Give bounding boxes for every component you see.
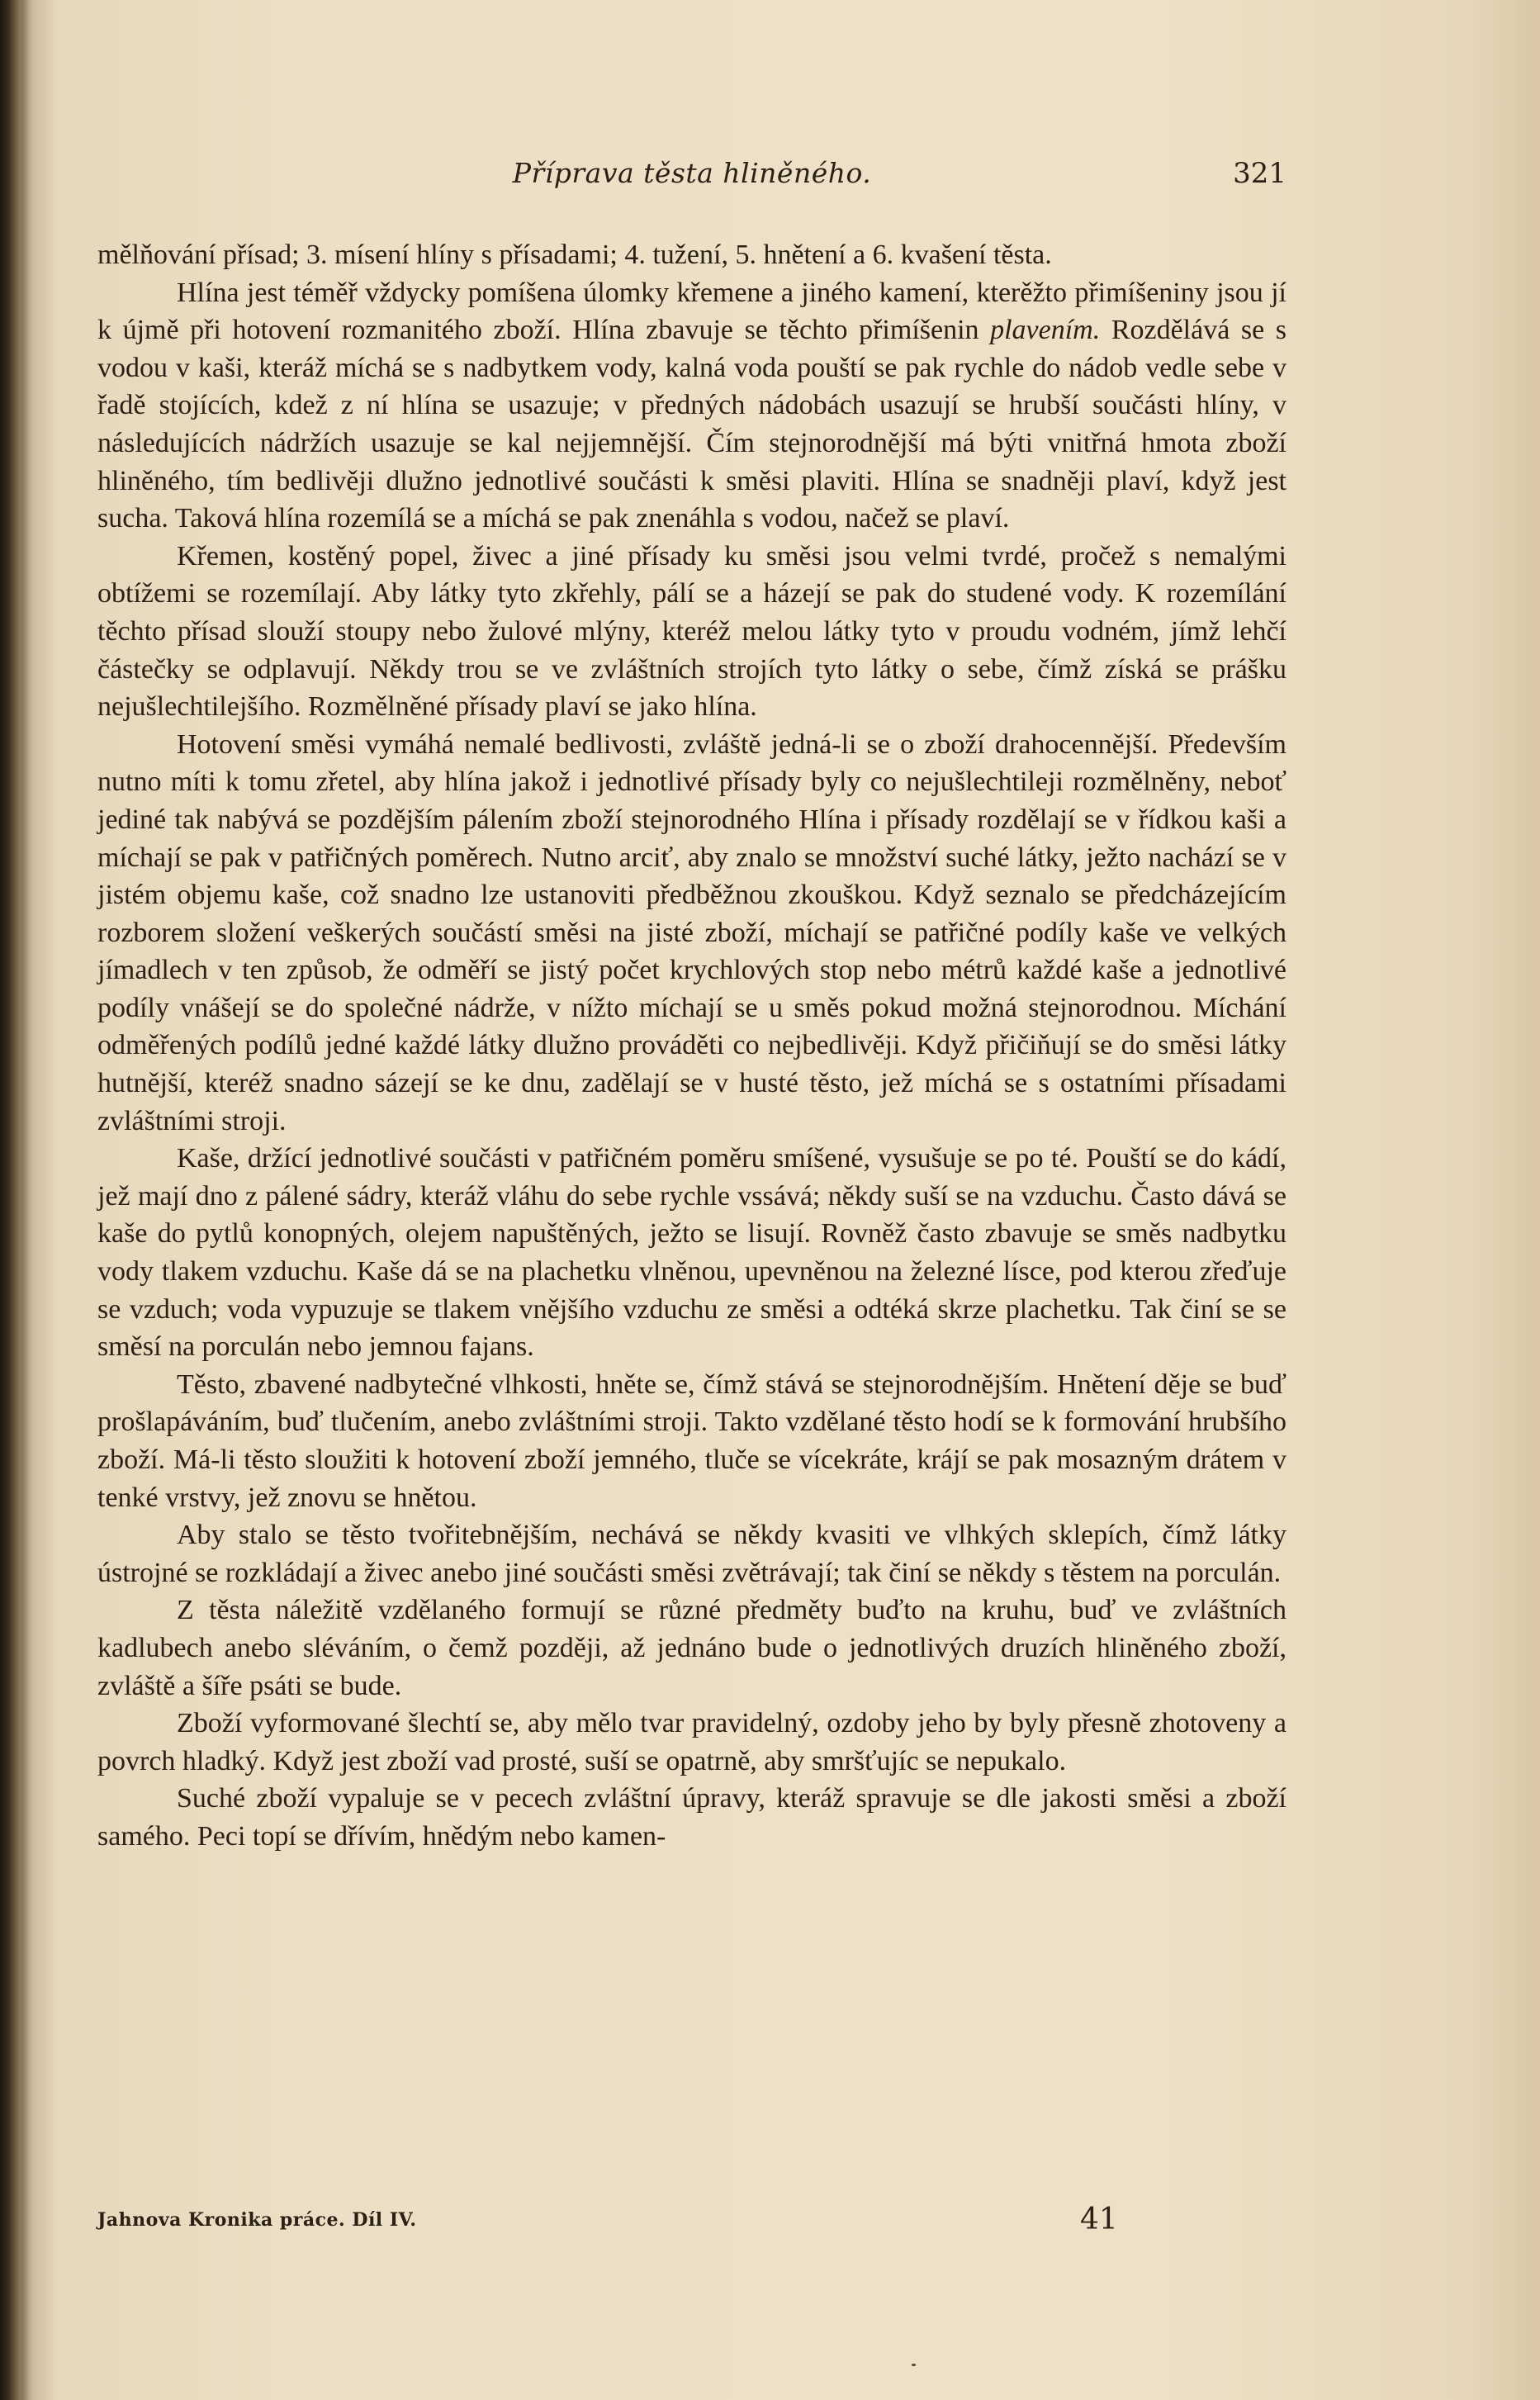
text-run: Zboží vyformované šlechtí se, aby mělo tvar pravidelný, ozdoby jeho by byly přesně zhotoveny a povrch hladký. Když jest zboží vad prosté, suší se opatrně, aby smršťujíc se nepukalo.: [97, 1708, 1286, 1776]
text-run: Hotovení směsi vymáhá nemalé bedlivosti, zvláště jedná-li se o zboží drahocennější. Především nutno míti k tomu zřetel, aby hlína jakož i jednotlivé přísady byly co nejušlechtileji rozmělněny, neboť jediné tak nabývá se pozdějším pálením zboží stejnorodného Hlína i přísady rozdělají se v řídkou kaši a míchají se pak v patřičných poměrech. Nutno arciť, aby znalo se množství suché látky, ježto nachází se v jistém objemu kaše, což snadno lze ustanoviti předběžnou zkouškou. Když seznalo se předcházejícím rozborem složení veškerých součástí směsi na jisté zboží, míchají se patřičné podíly kaše ve velkých jímadlech v ten způsob, že odměří se jistý počet krychlových stop nebo métrů každé kaše a jednotlivé podíly vnášejí se do společné nádrže, v nížto míchají se u směs pokud možná stejnorodnou. Míchání odměřených podílů jedné každé látky dlužno prováděti co nejbedlivěji. Když přičiňují se do směsi látky hutnější, kteréž snadno sázejí se ke dnu, zadělají se v husté těsto, jež míchá se s ostatními přísadami zvláštními stroji.: [97, 728, 1286, 1136]
page-number: 321: [1233, 157, 1286, 190]
text-run: Rozdělává se s vodou v kaši, kteráž míchá se s nadbytkem vody, kalná voda pouští se pak rychle do nádob vedle sebe v řadě stojících, kdež z ní hlína se usazuje; v předných nádobách usazují se hrubší součásti hlíny, v následujících nádržích usazuje se kal nejjemnější. Čím stejnorodnější má býti vnitřná hmota zboží hliněného, tím bedlivěji dlužno jednotlivé součásti k směsi plaviti. Hlína se snadněji plaví, když jest sucha. Taková hlína rozemílá se a míchá se pak znenáhla s vodou, načež se plaví.: [97, 315, 1286, 534]
book-binding-edge: [0, 0, 28, 2400]
paragraph: [97, 1705, 1286, 1780]
paper-speck: [912, 2364, 916, 2366]
text-run: Těsto, zbavené nadbytečné vlhkosti, hněte se, čímž stává se stejnorodnějším. Hnětení děje se buď prošlapáváním, buď tlučením, anebo zvláštními stroji. Takto vzdělané těsto hodí se k formování hrubšího zboží. Má-li těsto sloužiti k hotovení zboží jemného, tluče se vícekráte, krájí se pak mosazným drátem v tenké vrstvy, jež znovu se hnětou.: [97, 1368, 1286, 1513]
body-text: [97, 236, 1286, 1856]
text-run: Aby stalo se těsto tvořitebnějším, nechává se někdy kvasiti ve vlhkých sklepích, čímž látky ústrojné se rozkládají a živec anebo jiné součásti směsi zvětrávají; tak činí se někdy s těstem na porculán.: [97, 1520, 1286, 1588]
page-footer: [97, 2203, 1286, 2244]
running-header: [97, 157, 1286, 198]
running-title: Příprava těsta hliněného.: [512, 157, 872, 189]
paragraph: [97, 1516, 1286, 1591]
footer-source: Jahnova Kronika práce. Díl IV.: [97, 2209, 417, 2231]
text-run: Hlína jest téměř vždycky pomíšena úlomky křemene a jiného kamení, kterěžto přimíšeniny jsou jí k újmě při hotovení rozmanitého zboží. Hlína zbavuje se těchto přimíšenin: [97, 277, 1286, 346]
text-run: mělňování přísad; 3. mísení hlíny s přísadami; 4. tužení, 5. hnětení a 6. kvašení těsta.: [97, 240, 1052, 270]
paragraph: [97, 726, 1286, 1141]
text-run: Kaše, držící jednotlivé součásti v patřičném poměru smíšené, vysušuje se po té. Pouští se do kádí, jež mají dno z pálené sádry, kteráž vláhu do sebe rychle vssává; někdy suší se na vzduchu. Často dává se kaše do pytlů konopných, olejem napuštěných, ježto se lisují. Rovněž často zbavuje se směs nadbytku vody tlakem vzduchu. Kaše dá se na plachetku vlněnou, upevněnou na železné lísce, pod kterou zřeďuje se vzduch; voda vypuzuje se tlakem vnějšího vzduchu ze směsi a odtéká skrze plachetku. Tak činí se se směsí na porculán nebo jemnou fajans.: [97, 1143, 1286, 1363]
paragraph: [97, 1591, 1286, 1705]
signature-mark: 41: [1080, 2203, 1118, 2236]
italic-term: plavením.: [990, 315, 1101, 346]
text-run: Z těsta náležitě vzdělaného formují se různé předměty buďto na kruhu, buď ve zvláštních kadlubech anebo sléváním, o čemž později, až jednáno bude o jednotlivých druzích hliněného zboží, zvláště a šíře psáti se bude.: [97, 1595, 1286, 1701]
paragraph: [97, 274, 1286, 538]
text-run: Suché zboží vypaluje se v pecech zvláštní úpravy, kteráž spravuje se dle jakosti směsi a zboží samého. Peci topí se dřívím, hnědým nebo kamen-: [97, 1783, 1286, 1852]
text-run: Křemen, kostěný popel, živec a jiné přísady ku směsi jsou velmi tvrdé, pročež s nemalými obtížemi se rozemílají. Aby látky tyto zkřehly, pálí se a házejí se pak do studené vody. K rozemílání těchto přísad slouží stoupy nebo žulové mlýny, kteréž melou látky tyto v proudu vodném, jímž lehčí částečky se odplavují. Někdy trou se ve zvláštních strojích tyto látky o sebe, čímž získá se prášku nejušlechtilejšího. Rozmělněné přísady plaví se jako hlína.: [97, 540, 1286, 723]
paragraph: [97, 1140, 1286, 1366]
paragraph: [97, 1366, 1286, 1516]
paragraph: [97, 538, 1286, 726]
paragraph: [97, 1780, 1286, 1855]
paragraph: [97, 236, 1286, 274]
